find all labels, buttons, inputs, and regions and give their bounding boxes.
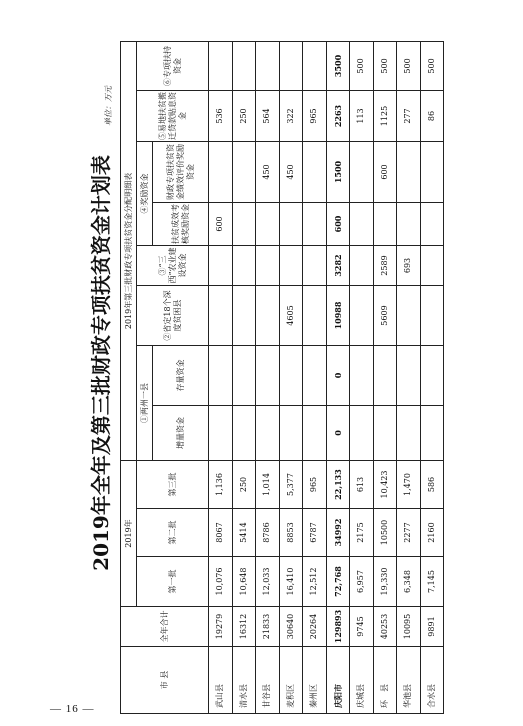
header-city: 市 县 bbox=[121, 647, 209, 714]
cell-reloc: 86 bbox=[420, 91, 444, 142]
cell-inc bbox=[420, 406, 444, 461]
cell-total: 19279 bbox=[209, 607, 233, 647]
table-body bbox=[209, 41, 444, 713]
cell-b2: 5414 bbox=[232, 509, 256, 557]
cell-b3: 1,136 bbox=[209, 461, 233, 509]
cell-name: 华池县 bbox=[397, 647, 421, 714]
cell-total: 9745 bbox=[350, 607, 374, 647]
cell-b1: 19,330 bbox=[373, 557, 397, 607]
cell-ra bbox=[256, 203, 280, 246]
header-increment: 增量资金 bbox=[153, 406, 209, 461]
cell-deep18: 10988 bbox=[326, 286, 350, 346]
cell-b2: 6787 bbox=[303, 509, 327, 557]
cell-deep18 bbox=[420, 286, 444, 346]
table-row bbox=[209, 41, 233, 713]
cell-rb: 450 bbox=[279, 142, 303, 203]
cell-b3: 1,014 bbox=[256, 461, 280, 509]
cell-b2: 8067 bbox=[209, 509, 233, 557]
cell-rb: 1500 bbox=[326, 142, 350, 203]
cell-reloc: 250 bbox=[232, 91, 256, 142]
cell-sanxi bbox=[279, 246, 303, 286]
table-row bbox=[397, 41, 421, 713]
cell-b1: 72,768 bbox=[326, 557, 350, 607]
header-total: 全年合计 bbox=[121, 607, 209, 647]
cell-special bbox=[209, 41, 233, 90]
page-number: — 16 — bbox=[50, 703, 95, 715]
cell-ra bbox=[232, 203, 256, 246]
cell-ra bbox=[420, 203, 444, 246]
cell-stock bbox=[209, 346, 233, 406]
cell-sanxi bbox=[209, 246, 233, 286]
cell-b2: 2277 bbox=[397, 509, 421, 557]
cell-total: 129893 bbox=[326, 607, 350, 647]
cell-rb bbox=[232, 142, 256, 203]
unit-label: 单位：万元 bbox=[104, 86, 113, 126]
cell-total: 9891 bbox=[420, 607, 444, 647]
cell-special: 3500 bbox=[326, 41, 350, 90]
cell-inc: 0 bbox=[326, 406, 350, 461]
table-row bbox=[232, 41, 256, 713]
cell-inc bbox=[209, 406, 233, 461]
table-header bbox=[121, 41, 209, 713]
cell-rb bbox=[420, 142, 444, 203]
cell-special: 500 bbox=[420, 41, 444, 90]
cell-ra bbox=[397, 203, 421, 246]
cell-b1: 6,348 bbox=[397, 557, 421, 607]
header-deep18: ②省定18个深度贫困县 bbox=[137, 286, 209, 346]
cell-b2: 10500 bbox=[373, 509, 397, 557]
cell-total: 10095 bbox=[397, 607, 421, 647]
cell-b1: 16,410 bbox=[279, 557, 303, 607]
cell-deep18: 4605 bbox=[279, 286, 303, 346]
cell-stock bbox=[397, 346, 421, 406]
table-row bbox=[373, 41, 397, 713]
cell-b2: 2160 bbox=[420, 509, 444, 557]
header-relocation: ⑤易地扶贫搬迁贷款贴息资金 bbox=[137, 91, 209, 142]
cell-b3: 250 bbox=[232, 461, 256, 509]
cell-ra bbox=[279, 203, 303, 246]
cell-deep18: 5609 bbox=[373, 286, 397, 346]
cell-inc bbox=[350, 406, 374, 461]
header-batch1: 第一批 bbox=[137, 557, 209, 607]
cell-ra bbox=[350, 203, 374, 246]
cell-b3: 1,470 bbox=[397, 461, 421, 509]
cell-inc bbox=[397, 406, 421, 461]
cell-total: 30640 bbox=[279, 607, 303, 647]
header-liangzhou: ①两州一县 bbox=[137, 346, 153, 461]
cell-special bbox=[279, 41, 303, 90]
cell-b1: 12,512 bbox=[303, 557, 327, 607]
cell-deep18 bbox=[303, 286, 327, 346]
cell-special: 500 bbox=[373, 41, 397, 90]
cell-special bbox=[303, 41, 327, 90]
cell-reloc: 322 bbox=[279, 91, 303, 142]
cell-rb bbox=[350, 142, 374, 203]
cell-inc bbox=[373, 406, 397, 461]
cell-deep18 bbox=[232, 286, 256, 346]
cell-total: 21833 bbox=[256, 607, 280, 647]
table-row bbox=[303, 41, 327, 713]
cell-reloc: 113 bbox=[350, 91, 374, 142]
cell-special: 500 bbox=[350, 41, 374, 90]
fund-table bbox=[120, 41, 444, 714]
table-row bbox=[256, 41, 280, 713]
cell-rb bbox=[303, 142, 327, 203]
cell-name: 麦积区 bbox=[279, 647, 303, 714]
cell-rb bbox=[397, 142, 421, 203]
cell-sanxi bbox=[232, 246, 256, 286]
cell-inc bbox=[232, 406, 256, 461]
cell-deep18 bbox=[209, 286, 233, 346]
header-alloc: 2019年第三批财政专项扶贫资金分配明细表 bbox=[121, 41, 137, 460]
cell-reloc: 2263 bbox=[326, 91, 350, 142]
cell-stock: 0 bbox=[326, 346, 350, 406]
cell-b2: 8786 bbox=[256, 509, 280, 557]
table-row bbox=[350, 41, 374, 713]
cell-stock bbox=[232, 346, 256, 406]
cell-rb: 600 bbox=[373, 142, 397, 203]
cell-b3: 5,377 bbox=[279, 461, 303, 509]
cell-total: 40253 bbox=[373, 607, 397, 647]
header-sanxi: ③“三西”农业建设资金 bbox=[137, 246, 209, 286]
cell-total: 20264 bbox=[303, 607, 327, 647]
cell-inc bbox=[256, 406, 280, 461]
cell-stock bbox=[373, 346, 397, 406]
cell-name: 秦州区 bbox=[303, 647, 327, 714]
cell-sanxi bbox=[256, 246, 280, 286]
cell-stock bbox=[279, 346, 303, 406]
cell-stock bbox=[256, 346, 280, 406]
header-2019: 2019年 bbox=[121, 461, 137, 607]
cell-stock bbox=[420, 346, 444, 406]
header-reward: ④奖励资金 bbox=[137, 142, 153, 246]
cell-reloc: 564 bbox=[256, 91, 280, 142]
cell-ra: 600 bbox=[209, 203, 233, 246]
header-reward-a: 扶贫成效考核奖励资金 bbox=[153, 203, 209, 246]
cell-b3: 586 bbox=[420, 461, 444, 509]
header-stock: 存量资金 bbox=[153, 346, 209, 406]
cell-name: 清水县 bbox=[232, 647, 256, 714]
cell-deep18 bbox=[256, 286, 280, 346]
cell-inc bbox=[279, 406, 303, 461]
cell-b2: 8853 bbox=[279, 509, 303, 557]
cell-b1: 12,033 bbox=[256, 557, 280, 607]
cell-reloc: 536 bbox=[209, 91, 233, 142]
cell-ra: 600 bbox=[326, 203, 350, 246]
cell-sanxi: 693 bbox=[397, 246, 421, 286]
cell-b2: 34992 bbox=[326, 509, 350, 557]
cell-total: 16312 bbox=[232, 607, 256, 647]
page-title: 2019年全年及第三批财政专项扶贫资金计划表 bbox=[89, 155, 113, 571]
cell-sanxi: 2589 bbox=[373, 246, 397, 286]
cell-sanxi bbox=[420, 246, 444, 286]
cell-sanxi: 3282 bbox=[326, 246, 350, 286]
cell-b3: 10,423 bbox=[373, 461, 397, 509]
cell-inc bbox=[303, 406, 327, 461]
cell-b3: 22,133 bbox=[326, 461, 350, 509]
cell-reloc: 277 bbox=[397, 91, 421, 142]
cell-stock bbox=[350, 346, 374, 406]
cell-b1: 7,145 bbox=[420, 557, 444, 607]
cell-b1: 10,076 bbox=[209, 557, 233, 607]
cell-special bbox=[256, 41, 280, 90]
cell-name: 庆城县 bbox=[350, 647, 374, 714]
table-row bbox=[279, 41, 303, 713]
cell-name: 庆阳市 bbox=[326, 647, 350, 714]
cell-deep18 bbox=[397, 286, 421, 346]
header-batch3: 第三批 bbox=[137, 461, 209, 509]
cell-deep18 bbox=[350, 286, 374, 346]
cell-special: 500 bbox=[397, 41, 421, 90]
cell-stock bbox=[303, 346, 327, 406]
cell-name: 环 县 bbox=[373, 647, 397, 714]
cell-rb bbox=[209, 142, 233, 203]
cell-b3: 613 bbox=[350, 461, 374, 509]
cell-ra bbox=[303, 203, 327, 246]
header-special: ⑥专项扶持资金 bbox=[137, 41, 209, 90]
cell-b1: 6,957 bbox=[350, 557, 374, 607]
cell-name: 甘谷县 bbox=[256, 647, 280, 714]
cell-ra bbox=[373, 203, 397, 246]
cell-name: 武山县 bbox=[209, 647, 233, 714]
cell-special bbox=[232, 41, 256, 90]
header-reward-b: 财政专项扶贫资金绩效评价奖励资金 bbox=[153, 142, 209, 203]
cell-b2: 2175 bbox=[350, 509, 374, 557]
cell-rb: 450 bbox=[256, 142, 280, 203]
cell-b3: 965 bbox=[303, 461, 327, 509]
cell-name: 合水县 bbox=[420, 647, 444, 714]
cell-sanxi bbox=[350, 246, 374, 286]
cell-reloc: 1125 bbox=[373, 91, 397, 142]
cell-sanxi bbox=[303, 246, 327, 286]
cell-b1: 10,648 bbox=[232, 557, 256, 607]
table-row bbox=[326, 41, 350, 713]
cell-reloc: 965 bbox=[303, 91, 327, 142]
table-row bbox=[420, 41, 444, 713]
header-batch2: 第二批 bbox=[137, 509, 209, 557]
